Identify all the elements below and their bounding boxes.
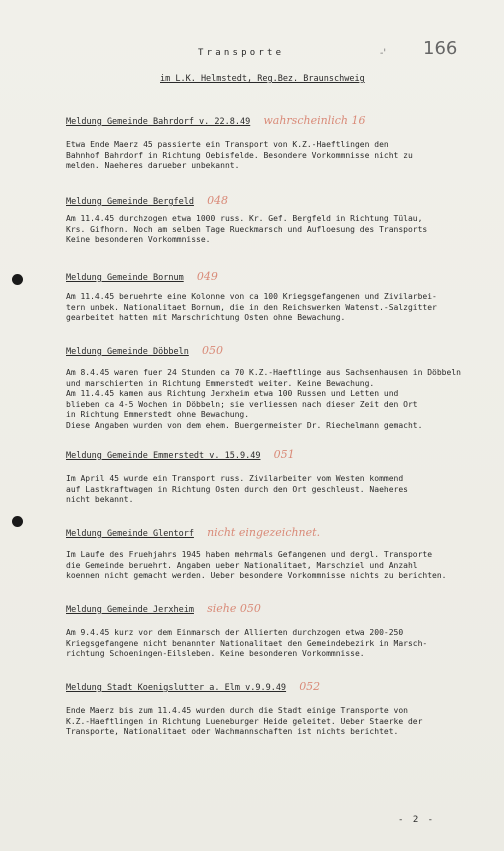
handwritten-annotation: 050	[201, 344, 223, 357]
section-text: Am 11.4.45 durchzogen etwa 1000 russ. Kr. Gef. Bergfeld in Richtung Tülau, Krs. Gifhorn. Noch am selben Tage Rueckmarsch und Aufloesung des Transports Keine besonderen Vorkommnisse.	[66, 214, 428, 244]
handwritten-annotation: 049	[196, 270, 218, 283]
handwritten-annotation: nicht eingezeichnet.	[207, 526, 321, 539]
section-text: Ende Maerz bis zum 11.4.45 wurden durch die Stadt einige Transporte von K.Z.-Haeftlingen in Richtung Lueneburger Heide geleitet. Ueber Staerke der Transporte, Nationalitaet oder Wachmannschaften ist nichts berichtet.	[66, 706, 423, 736]
section-heading-text: Meldung Gemeinde Döbbeln	[66, 347, 189, 357]
section-heading	[66, 270, 218, 283]
section-text: Am 11.4.45 beruehrte eine Kolonne von ca 100 Kriegsgefangenen und Zivilarbei- tern unbek. Nationalitaet Bornum, die in den Reichswerken Watenst.-Salzgitter gearbeitet hatten mit Marschrichtung Osten ohne Bewachung.	[66, 292, 437, 322]
section-heading-text: Meldung Gemeinde Jerxheim	[66, 605, 194, 615]
handwritten-mark: -'	[380, 48, 387, 59]
section-heading	[66, 526, 320, 539]
section-text: Am 8.4.45 waren fuer 24 Stunden ca 70 K.Z.-Haeftlinge aus Sachsenhausen in Döbbeln und marschierten in Richtung Emmerstedt weiter. Keine Bewachung. Am 11.4.45 kamen aus Richtung Jerxheim etwa 100 Russen und Letten und blieben ca 4-5 Wochen in Döbbeln; sie verliessen nach dieser Zeit den Ort in Richtung Emmerstedt ohne Bewachung. Diese Angaben wurden von dem ehem. Buergermeister Dr. Riechelmann gemacht.	[66, 368, 461, 430]
handwritten-annotation: 051	[273, 448, 295, 461]
section-text: Im Laufe des Fruehjahrs 1945 haben mehrmals Gefangenen und dergl. Transporte die Gemeinde beruehrt. Angaben ueber Nationalitaet, Marschziel und Anzahl koennen nicht gemacht werden. Ueber besondere Vorkommnisse nichts zu berichten.	[66, 550, 447, 580]
page-number: 166	[423, 38, 458, 59]
punch-hole-bottom	[12, 516, 23, 527]
section-heading	[66, 680, 320, 693]
section-heading-text: Meldung Gemeinde Bahrdorf v. 22.8.49	[66, 117, 251, 127]
section-heading	[66, 114, 365, 127]
section-text: Im April 45 wurde ein Transport russ. Zivilarbeiter vom Westen kommend auf Lastkraftwagen in Richtung Osten durch den Ort geschleust. Naeheres nicht bekannt.	[66, 474, 408, 504]
section-heading	[66, 194, 228, 207]
handwritten-annotation: 048	[207, 194, 229, 207]
handwritten-annotation: siehe 050	[207, 602, 261, 615]
document-title: Transporte	[198, 48, 285, 58]
section-text: Etwa Ende Maerz 45 passierte ein Transport von K.Z.-Haeftlingen den Bahnhof Bahrdorf in Richtung Oebisfelde. Besondere Vorkommnisse nicht zu melden. Naeheres darueber unbekannt.	[66, 140, 413, 170]
section-heading-text: Meldung Gemeinde Bergfeld	[66, 197, 194, 207]
section-heading-text: Meldung Gemeinde Emmerstedt v. 15.9.49	[66, 451, 261, 461]
document-subtitle: im L.K. Helmstedt, Reg.Bez. Braunschweig	[160, 74, 365, 84]
footer-page-number: - 2 -	[398, 815, 436, 825]
handwritten-annotation: wahrscheinlich 16	[263, 114, 366, 127]
handwritten-annotation: 052	[299, 680, 321, 693]
section-text: Am 9.4.45 kurz vor dem Einmarsch der Allierten durchzogen etwa 200-250 Kriegsgefangene nicht benannter Nationalitaet den Gemeindebezirk in Marsch- richtung Schoeningen-Eilsleben. Keine besonderen Vorkommnisse.	[66, 628, 428, 658]
section-heading-text: Meldung Stadt Koenigslutter a. Elm v.9.9.49	[66, 683, 287, 693]
section-heading	[66, 344, 223, 357]
section-heading	[66, 602, 261, 615]
section-heading	[66, 448, 295, 461]
section-heading-text: Meldung Gemeinde Bornum	[66, 273, 184, 283]
section-heading-text: Meldung Gemeinde Glentorf	[66, 529, 194, 539]
punch-hole-top	[12, 274, 23, 285]
